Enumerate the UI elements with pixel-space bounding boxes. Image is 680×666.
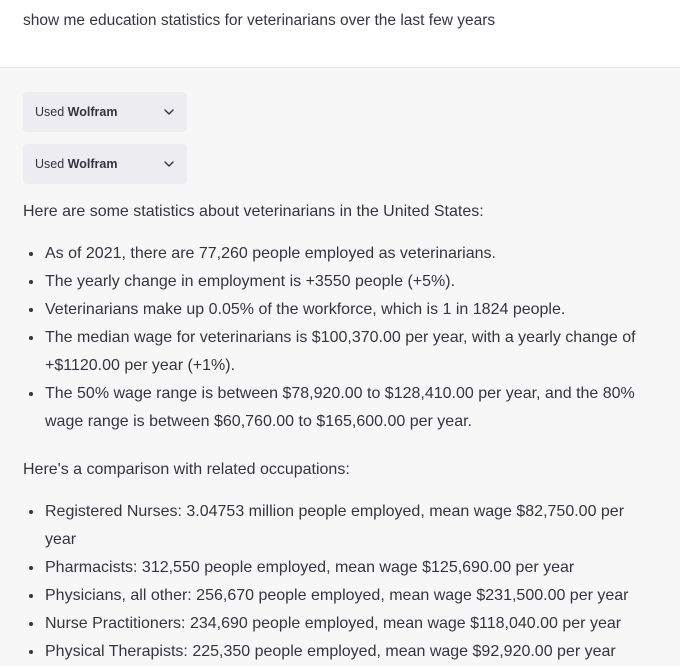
list-item-text: Physical Therapists: 225,350 people employed, mean wage $92,920.00 per year bbox=[45, 643, 616, 660]
chevron-down-icon bbox=[163, 106, 175, 118]
bullet-icon bbox=[29, 308, 33, 312]
list-item bbox=[23, 380, 657, 436]
list-item bbox=[23, 498, 657, 554]
list-item-text: The yearly change in employment is +3550 people (+5%). bbox=[45, 273, 456, 290]
bullet-icon bbox=[29, 622, 33, 626]
list-item bbox=[23, 582, 657, 610]
list-item bbox=[23, 324, 657, 380]
tool-name: Wolfram bbox=[67, 157, 118, 171]
list-item-text: Registered Nurses: 3.04753 million people employed, mean wage $82,750.00 per year bbox=[45, 503, 625, 548]
user-message-text: show me education statistics for veterinarians over the last few years bbox=[23, 12, 496, 29]
bullet-icon bbox=[29, 566, 33, 570]
user-message bbox=[0, 0, 680, 68]
bullet-icon bbox=[29, 650, 33, 654]
bullet-icon bbox=[29, 510, 33, 514]
list-item bbox=[23, 240, 657, 268]
comparison-intro-text: Here's a comparison with related occupations: bbox=[23, 461, 350, 478]
list-item-text: The 50% wage range is between $78,920.00 to $128,410.00 per year, and the 80% wage range is between $60,760.00 to $165,600.00 per year. bbox=[45, 385, 635, 430]
tool-use-label bbox=[35, 105, 117, 119]
list-item bbox=[23, 554, 657, 582]
list-item-text: Veterinarians make up 0.05% of the workforce, which is 1 in 1824 people. bbox=[45, 301, 566, 318]
list-item-text: Physicians, all other: 256,670 people employed, mean wage $231,500.00 per year bbox=[45, 587, 629, 604]
tool-use-label bbox=[35, 157, 117, 171]
list-item bbox=[23, 638, 657, 666]
list-item bbox=[23, 610, 657, 638]
tool-use-prefix: Used bbox=[35, 157, 65, 171]
intro-text: Here are some statistics about veterinarians in the United States: bbox=[23, 203, 484, 220]
bullet-icon bbox=[29, 280, 33, 284]
tool-use-dropdown[interactable] bbox=[23, 144, 187, 184]
tool-use-prefix: Used bbox=[35, 105, 65, 119]
related-occupations-list bbox=[23, 498, 657, 666]
list-item-text: Nurse Practitioners: 234,690 people employed, mean wage $118,040.00 per year bbox=[45, 615, 622, 632]
chevron-down-icon bbox=[163, 158, 175, 170]
list-item bbox=[23, 268, 657, 296]
bullet-icon bbox=[29, 252, 33, 256]
stats-list bbox=[23, 240, 657, 436]
assistant-message bbox=[0, 68, 680, 666]
list-item bbox=[23, 296, 657, 324]
bullet-icon bbox=[29, 392, 33, 396]
tool-use-dropdown[interactable] bbox=[23, 92, 187, 132]
bullet-icon bbox=[29, 594, 33, 598]
list-item-text: As of 2021, there are 77,260 people employed as veterinarians. bbox=[45, 245, 496, 262]
list-item-text: The median wage for veterinarians is $100,370.00 per year, with a yearly change of +$1120.00 per year (+1%). bbox=[45, 329, 636, 374]
list-item-text: Pharmacists: 312,550 people employed, mean wage $125,690.00 per year bbox=[45, 559, 575, 576]
tool-name: Wolfram bbox=[67, 105, 118, 119]
bullet-icon bbox=[29, 336, 33, 340]
